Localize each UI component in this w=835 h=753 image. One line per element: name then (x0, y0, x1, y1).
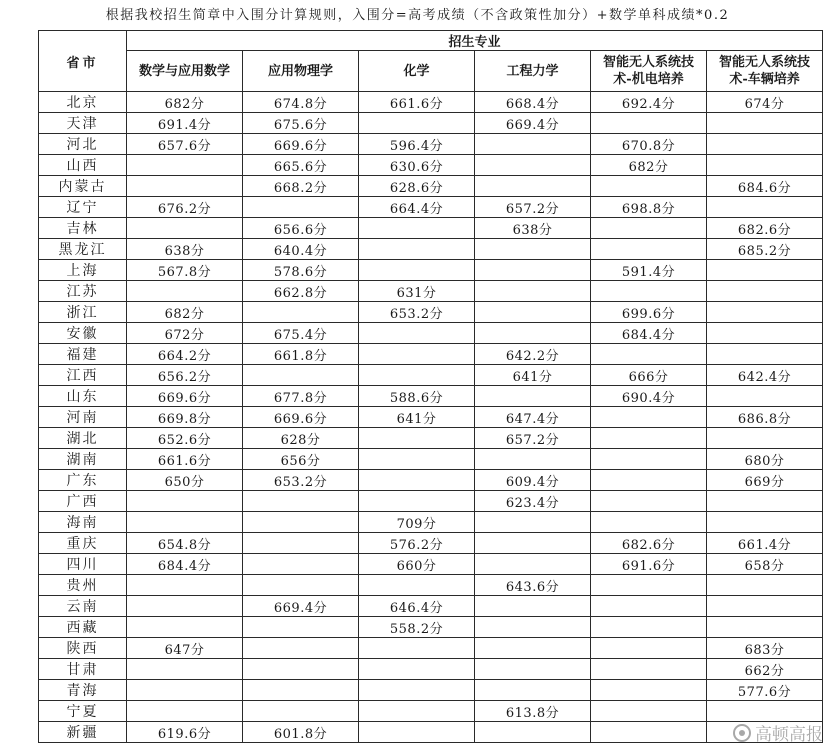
province-cell: 山东 (39, 386, 127, 407)
province-cell: 江西 (39, 365, 127, 386)
province-cell: 云南 (39, 596, 127, 617)
score-cell: 613.8分 (475, 701, 591, 722)
table-row (39, 302, 823, 323)
score-cell (359, 113, 475, 134)
score-cell (591, 176, 707, 197)
score-cell: 668.2分 (243, 176, 359, 197)
major-header-1: 数学与应用数学 (127, 51, 243, 92)
score-cell (243, 680, 359, 701)
province-cell: 广东 (39, 470, 127, 491)
province-cell: 浙江 (39, 302, 127, 323)
province-cell: 重庆 (39, 533, 127, 554)
score-cell (243, 491, 359, 512)
score-cell (707, 512, 823, 533)
score-cell: 643.6分 (475, 575, 591, 596)
score-cell (591, 722, 707, 743)
score-cell (591, 491, 707, 512)
score-cell (359, 491, 475, 512)
score-cell: 662.8分 (243, 281, 359, 302)
score-cell: 601.8分 (243, 722, 359, 743)
score-cell (475, 134, 591, 155)
score-cell: 668.4分 (475, 92, 591, 113)
score-cell: 656.2分 (127, 365, 243, 386)
table-row (39, 386, 823, 407)
score-cell: 577.6分 (707, 680, 823, 701)
score-cell (243, 197, 359, 218)
province-cell: 吉林 (39, 218, 127, 239)
score-cell (591, 512, 707, 533)
score-cell (243, 701, 359, 722)
score-cell (707, 113, 823, 134)
score-cell: 631分 (359, 281, 475, 302)
province-cell: 新疆 (39, 722, 127, 743)
score-cell: 685.2分 (707, 239, 823, 260)
score-cell (475, 596, 591, 617)
table-row (39, 575, 823, 596)
score-cell (243, 638, 359, 659)
table-row (39, 617, 823, 638)
score-cell (359, 260, 475, 281)
score-cell (359, 218, 475, 239)
province-cell: 湖北 (39, 428, 127, 449)
score-cell: 638分 (127, 239, 243, 260)
score-cell (359, 722, 475, 743)
province-column-header: 省市 (39, 31, 127, 92)
table-row (39, 92, 823, 113)
major-header-4: 工程力学 (475, 51, 591, 92)
score-cell (359, 638, 475, 659)
score-cell: 647.4分 (475, 407, 591, 428)
score-cell (475, 302, 591, 323)
score-cell: 657.2分 (475, 197, 591, 218)
score-cell: 661.4分 (707, 533, 823, 554)
score-cell (707, 134, 823, 155)
score-cell: 619.6分 (127, 722, 243, 743)
table-row (39, 197, 823, 218)
score-cell (591, 596, 707, 617)
score-cell: 666分 (591, 365, 707, 386)
score-cell: 664.2分 (127, 344, 243, 365)
score-cell (243, 575, 359, 596)
score-cell (359, 323, 475, 344)
table-row (39, 260, 823, 281)
score-cell (359, 659, 475, 680)
province-cell: 青海 (39, 680, 127, 701)
table-row (39, 344, 823, 365)
table-row (39, 176, 823, 197)
score-cell (707, 260, 823, 281)
score-cell (707, 617, 823, 638)
score-cell (707, 281, 823, 302)
province-cell: 黑龙江 (39, 239, 127, 260)
province-cell: 山西 (39, 155, 127, 176)
major-header-5: 智能无人系统技术-机电培养 (591, 51, 707, 92)
score-cell: 652.6分 (127, 428, 243, 449)
province-cell: 辽宁 (39, 197, 127, 218)
score-cell: 669.6分 (243, 134, 359, 155)
score-cell: 657.6分 (127, 134, 243, 155)
province-cell: 北京 (39, 92, 127, 113)
score-cell: 672分 (127, 323, 243, 344)
score-cell (475, 638, 591, 659)
province-cell: 内蒙古 (39, 176, 127, 197)
score-cell (591, 449, 707, 470)
province-cell: 湖南 (39, 449, 127, 470)
score-cell: 682分 (591, 155, 707, 176)
score-cell (707, 302, 823, 323)
score-cell (707, 575, 823, 596)
score-cell (359, 239, 475, 260)
score-cell (707, 323, 823, 344)
score-cell (359, 680, 475, 701)
score-cell (127, 218, 243, 239)
score-cell (475, 722, 591, 743)
score-cell (359, 470, 475, 491)
score-cell: 669.4分 (475, 113, 591, 134)
score-cell: 609.4分 (475, 470, 591, 491)
score-cell: 684.6分 (707, 176, 823, 197)
score-cell: 669.4分 (243, 596, 359, 617)
score-cell (127, 176, 243, 197)
score-cell (591, 701, 707, 722)
score-cell: 677.8分 (243, 386, 359, 407)
score-cell (127, 281, 243, 302)
score-cell (359, 344, 475, 365)
score-cell: 642.4分 (707, 365, 823, 386)
score-cell (591, 218, 707, 239)
score-cell (591, 470, 707, 491)
score-cell (127, 596, 243, 617)
score-cell: 662分 (707, 659, 823, 680)
score-cell (591, 638, 707, 659)
score-cell (243, 659, 359, 680)
score-cell: 686.8分 (707, 407, 823, 428)
table-row (39, 491, 823, 512)
score-cell (475, 260, 591, 281)
score-cell (475, 617, 591, 638)
score-cell: 654.8分 (127, 533, 243, 554)
major-header-2: 应用物理学 (243, 51, 359, 92)
table-row (39, 218, 823, 239)
score-cell: 682分 (127, 92, 243, 113)
table-row (39, 722, 823, 743)
score-cell: 680分 (707, 449, 823, 470)
score-cell (591, 407, 707, 428)
score-cell: 653.2分 (359, 302, 475, 323)
score-cell: 670.8分 (591, 134, 707, 155)
score-cell (591, 113, 707, 134)
score-cell: 674.8分 (243, 92, 359, 113)
table-row (39, 680, 823, 701)
province-cell: 河南 (39, 407, 127, 428)
score-cell (127, 701, 243, 722)
score-cell (359, 428, 475, 449)
score-cell (475, 176, 591, 197)
province-cell: 河北 (39, 134, 127, 155)
score-cell: 558.2分 (359, 617, 475, 638)
score-table-body (39, 92, 823, 743)
score-cell: 661.6分 (127, 449, 243, 470)
province-cell: 安徽 (39, 323, 127, 344)
score-cell: 576.2分 (359, 533, 475, 554)
score-cell (127, 512, 243, 533)
score-cell (707, 701, 823, 722)
province-cell: 上海 (39, 260, 127, 281)
score-cell: 656.6分 (243, 218, 359, 239)
table-row (39, 554, 823, 575)
score-cell: 674分 (707, 92, 823, 113)
score-cell: 642.2分 (475, 344, 591, 365)
score-cell: 591.4分 (591, 260, 707, 281)
table-row (39, 449, 823, 470)
score-cell (475, 155, 591, 176)
table-row (39, 596, 823, 617)
table-row (39, 365, 823, 386)
province-cell: 宁夏 (39, 701, 127, 722)
score-cell (591, 659, 707, 680)
score-cell: 661.8分 (243, 344, 359, 365)
score-cell: 692.4分 (591, 92, 707, 113)
score-cell: 628.6分 (359, 176, 475, 197)
score-cell (243, 533, 359, 554)
score-cell: 669.8分 (127, 407, 243, 428)
score-cell: 658分 (707, 554, 823, 575)
table-row (39, 113, 823, 134)
score-cell (243, 554, 359, 575)
score-cell: 661.6分 (359, 92, 475, 113)
score-cell (475, 680, 591, 701)
score-cell: 628分 (243, 428, 359, 449)
score-cell: 691.6分 (591, 554, 707, 575)
table-row (39, 155, 823, 176)
score-cell: 669分 (707, 470, 823, 491)
score-cell: 691.4分 (127, 113, 243, 134)
score-cell (707, 428, 823, 449)
major-group-header: 招生专业 (127, 31, 823, 51)
province-cell: 海南 (39, 512, 127, 533)
score-cell (707, 344, 823, 365)
score-cell: 698.8分 (591, 197, 707, 218)
score-cell (359, 701, 475, 722)
score-cell: 656分 (243, 449, 359, 470)
score-cell (707, 386, 823, 407)
score-cell: 665.6分 (243, 155, 359, 176)
score-cell (475, 386, 591, 407)
score-cell: 623.4分 (475, 491, 591, 512)
score-cell: 641分 (475, 365, 591, 386)
score-cell: 675.6分 (243, 113, 359, 134)
score-cell: 682.6分 (591, 533, 707, 554)
province-cell: 陕西 (39, 638, 127, 659)
score-cell (707, 491, 823, 512)
major-header-row (39, 51, 823, 92)
watermark-text: 高顿高报 (755, 725, 823, 745)
score-cell (475, 239, 591, 260)
score-cell: 646.4分 (359, 596, 475, 617)
score-cell: 664.4分 (359, 197, 475, 218)
score-cell (591, 428, 707, 449)
score-cell (591, 344, 707, 365)
table-row (39, 281, 823, 302)
score-cell: 657.2分 (475, 428, 591, 449)
score-cell (707, 197, 823, 218)
score-cell (243, 512, 359, 533)
province-cell: 西藏 (39, 617, 127, 638)
table-row (39, 638, 823, 659)
score-cell (707, 596, 823, 617)
score-cell: 675.4分 (243, 323, 359, 344)
score-cell: 653.2分 (243, 470, 359, 491)
score-cell: 588.6分 (359, 386, 475, 407)
score-cell (475, 533, 591, 554)
score-cell: 676.2分 (127, 197, 243, 218)
calculation-rule-note: 根据我校招生简章中入围分计算规则，入围分=高考成绩（不含政策性加分）+数学单科成绩*0.2 (105, 8, 730, 23)
score-cell: 684.4分 (591, 323, 707, 344)
score-cell (475, 281, 591, 302)
major-header-3: 化学 (359, 51, 475, 92)
score-cell: 709分 (359, 512, 475, 533)
score-cell (475, 659, 591, 680)
table-row (39, 239, 823, 260)
watermark (733, 720, 823, 745)
score-cell: 578.6分 (243, 260, 359, 281)
score-cell: 690.4分 (591, 386, 707, 407)
score-cell (127, 491, 243, 512)
score-cell (591, 575, 707, 596)
table-row (39, 134, 823, 155)
score-cell: 647分 (127, 638, 243, 659)
table-row (39, 407, 823, 428)
score-cell: 641分 (359, 407, 475, 428)
score-cell (591, 680, 707, 701)
province-cell: 甘肃 (39, 659, 127, 680)
score-cell: 682.6分 (707, 218, 823, 239)
score-cell (707, 155, 823, 176)
province-cell: 福建 (39, 344, 127, 365)
score-cell (243, 617, 359, 638)
province-cell: 天津 (39, 113, 127, 134)
score-cell (591, 281, 707, 302)
score-cell (243, 365, 359, 386)
major-header-6: 智能无人系统技术-车辆培养 (707, 51, 823, 92)
table-row (39, 470, 823, 491)
score-cell (127, 659, 243, 680)
province-cell: 贵州 (39, 575, 127, 596)
score-cell: 640.4分 (243, 239, 359, 260)
score-cell (591, 617, 707, 638)
table-row (39, 512, 823, 533)
province-cell: 广西 (39, 491, 127, 512)
score-cell (127, 617, 243, 638)
table-row (39, 659, 823, 680)
score-cell: 683分 (707, 638, 823, 659)
score-cell (243, 302, 359, 323)
score-cell: 567.8分 (127, 260, 243, 281)
province-cell: 四川 (39, 554, 127, 575)
score-cell (127, 575, 243, 596)
score-cell (359, 575, 475, 596)
table-row (39, 533, 823, 554)
table-row (39, 428, 823, 449)
score-cell: 699.6分 (591, 302, 707, 323)
score-cell: 682分 (127, 302, 243, 323)
score-cell: 669.6分 (127, 386, 243, 407)
score-cell: 630.6分 (359, 155, 475, 176)
score-cell: 650分 (127, 470, 243, 491)
table-row (39, 701, 823, 722)
score-cell (475, 554, 591, 575)
score-cell: 684.4分 (127, 554, 243, 575)
admission-score-table (38, 30, 823, 743)
score-cell (359, 365, 475, 386)
score-cell: 596.4分 (359, 134, 475, 155)
table-row (39, 323, 823, 344)
score-cell: 660分 (359, 554, 475, 575)
score-cell (475, 449, 591, 470)
score-cell (359, 449, 475, 470)
province-cell: 江苏 (39, 281, 127, 302)
gaodun-logo-icon (733, 724, 751, 742)
score-cell (591, 239, 707, 260)
score-cell (127, 155, 243, 176)
score-cell (475, 323, 591, 344)
score-cell: 669.6分 (243, 407, 359, 428)
score-cell: 638分 (475, 218, 591, 239)
score-cell (475, 512, 591, 533)
score-cell (127, 680, 243, 701)
